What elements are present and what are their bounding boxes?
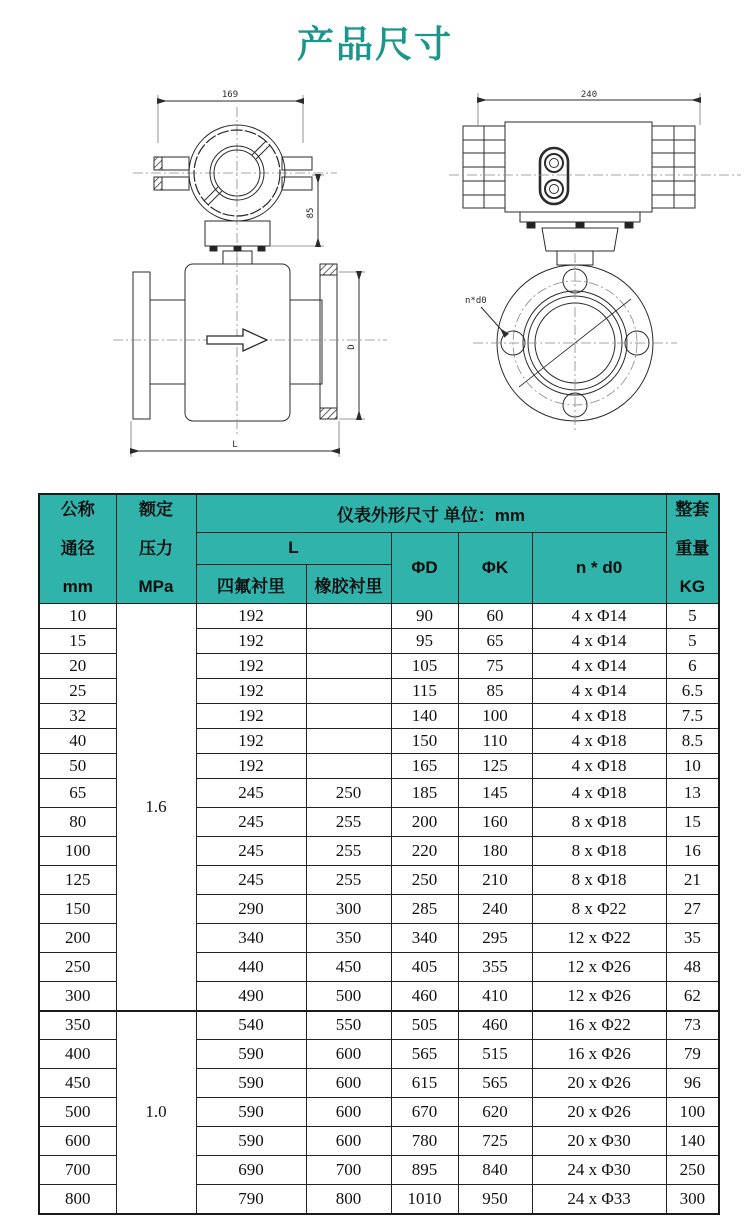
cell-l-ptfe: 192 <box>196 604 306 629</box>
cell-phi-d: 505 <box>391 1011 458 1040</box>
cell-phi-k: 160 <box>458 808 532 837</box>
cell-weight: 5 <box>666 604 719 629</box>
cell-weight: 5 <box>666 629 719 654</box>
cell-dn: 350 <box>39 1011 116 1040</box>
table-header <box>39 494 719 604</box>
cell-dn: 40 <box>39 729 116 754</box>
cell-dn: 100 <box>39 837 116 866</box>
cell-l-rubber <box>306 679 391 704</box>
cell-l-ptfe: 192 <box>196 679 306 704</box>
cell-weight: 35 <box>666 924 719 953</box>
cell-dn: 700 <box>39 1156 116 1185</box>
cell-n-d0: 4 x Φ14 <box>532 629 666 654</box>
cell-weight: 250 <box>666 1156 719 1185</box>
cell-n-d0: 4 x Φ18 <box>532 704 666 729</box>
cell-phi-d: 165 <box>391 754 458 779</box>
header-rubber-lining: 橡胶衬里 <box>306 565 391 604</box>
cell-phi-d: 105 <box>391 654 458 679</box>
cell-l-ptfe: 590 <box>196 1040 306 1069</box>
cell-phi-d: 780 <box>391 1127 458 1156</box>
cell-l-ptfe: 540 <box>196 1011 306 1040</box>
cell-phi-k: 65 <box>458 629 532 654</box>
cell-dn: 450 <box>39 1069 116 1098</box>
cell-dn: 125 <box>39 866 116 895</box>
cell-dn: 65 <box>39 779 116 808</box>
cell-l-ptfe: 590 <box>196 1069 306 1098</box>
cell-weight: 7.5 <box>666 704 719 729</box>
cell-l-rubber <box>306 729 391 754</box>
cell-l-rubber: 500 <box>306 982 391 1011</box>
flowmeter-side-view-drawing <box>445 85 745 480</box>
table-row <box>39 1011 719 1040</box>
header-L: L <box>196 532 391 565</box>
cell-dn: 200 <box>39 924 116 953</box>
cell-weight: 21 <box>666 866 719 895</box>
cell-n-d0: 20 x Φ30 <box>532 1127 666 1156</box>
cell-l-rubber: 350 <box>306 924 391 953</box>
dim-label-85: 85 <box>306 207 316 219</box>
cell-n-d0: 8 x Φ18 <box>532 837 666 866</box>
cell-l-ptfe: 192 <box>196 654 306 679</box>
cell-l-rubber <box>306 629 391 654</box>
bolt-holes-label: n*d0 <box>465 296 487 306</box>
cell-l-rubber: 700 <box>306 1156 391 1185</box>
cell-l-rubber: 255 <box>306 808 391 837</box>
cell-l-ptfe: 590 <box>196 1098 306 1127</box>
cell-n-d0: 12 x Φ26 <box>532 982 666 1011</box>
cell-l-rubber: 255 <box>306 866 391 895</box>
dimension-spec-table <box>38 493 720 1215</box>
cell-phi-k: 355 <box>458 953 532 982</box>
cell-l-ptfe: 590 <box>196 1127 306 1156</box>
cell-n-d0: 16 x Φ26 <box>532 1040 666 1069</box>
cell-phi-k: 410 <box>458 982 532 1011</box>
cell-l-ptfe: 690 <box>196 1156 306 1185</box>
cell-l-rubber: 600 <box>306 1040 391 1069</box>
cell-l-rubber: 550 <box>306 1011 391 1040</box>
header-ptfe-lining: 四氟衬里 <box>196 565 306 604</box>
header-overall-dimensions: 仪表外形尺寸 单位：mm <box>196 494 666 532</box>
cell-phi-d: 405 <box>391 953 458 982</box>
cell-weight: 300 <box>666 1185 719 1214</box>
cell-l-ptfe: 245 <box>196 837 306 866</box>
cell-l-ptfe: 290 <box>196 895 306 924</box>
cell-phi-d: 340 <box>391 924 458 953</box>
cell-phi-k: 565 <box>458 1069 532 1098</box>
dim-label-240: 240 <box>580 90 598 100</box>
cell-n-d0: 8 x Φ18 <box>532 808 666 837</box>
cell-l-ptfe: 192 <box>196 704 306 729</box>
cell-l-rubber: 600 <box>306 1127 391 1156</box>
cell-dn: 50 <box>39 754 116 779</box>
cell-phi-k: 295 <box>458 924 532 953</box>
cell-phi-d: 460 <box>391 982 458 1011</box>
cell-l-ptfe: 245 <box>196 866 306 895</box>
cell-weight: 62 <box>666 982 719 1011</box>
cell-phi-k: 180 <box>458 837 532 866</box>
cell-dn: 800 <box>39 1185 116 1214</box>
cell-weight: 6 <box>666 654 719 679</box>
cell-dn: 600 <box>39 1127 116 1156</box>
cell-phi-d: 140 <box>391 704 458 729</box>
cell-n-d0: 4 x Φ14 <box>532 604 666 629</box>
cell-dn: 15 <box>39 629 116 654</box>
cell-n-d0: 4 x Φ18 <box>532 754 666 779</box>
cell-phi-k: 125 <box>458 754 532 779</box>
cell-l-rubber <box>306 704 391 729</box>
cell-l-rubber <box>306 604 391 629</box>
cell-phi-d: 285 <box>391 895 458 924</box>
cell-l-rubber: 800 <box>306 1185 391 1214</box>
cell-l-rubber: 250 <box>306 779 391 808</box>
table-row <box>39 604 719 629</box>
cell-phi-d: 95 <box>391 629 458 654</box>
cell-phi-k: 515 <box>458 1040 532 1069</box>
dim-label-D: D <box>347 344 357 350</box>
flowmeter-front-view-drawing <box>95 85 405 480</box>
cell-phi-k: 85 <box>458 679 532 704</box>
cell-weight: 79 <box>666 1040 719 1069</box>
cell-l-rubber: 600 <box>306 1069 391 1098</box>
cell-phi-d: 150 <box>391 729 458 754</box>
cell-phi-d: 185 <box>391 779 458 808</box>
header-nominal-diameter: 公称 通径 mm <box>39 494 116 604</box>
cell-phi-k: 240 <box>458 895 532 924</box>
cell-phi-k: 840 <box>458 1156 532 1185</box>
cell-n-d0: 20 x Φ26 <box>532 1098 666 1127</box>
header-phi-k: ΦK <box>458 532 532 604</box>
cell-dn: 32 <box>39 704 116 729</box>
cell-n-d0: 20 x Φ26 <box>532 1069 666 1098</box>
cell-dn: 80 <box>39 808 116 837</box>
cell-n-d0: 4 x Φ14 <box>532 679 666 704</box>
header-phi-d: ΦD <box>391 532 458 604</box>
cell-l-ptfe: 490 <box>196 982 306 1011</box>
cell-weight: 13 <box>666 779 719 808</box>
cell-dn: 150 <box>39 895 116 924</box>
cell-weight: 96 <box>666 1069 719 1098</box>
cell-dn: 250 <box>39 953 116 982</box>
cell-phi-k: 60 <box>458 604 532 629</box>
cell-weight: 27 <box>666 895 719 924</box>
header-rated-pressure: 额定 压力 MPa <box>116 494 196 604</box>
cell-n-d0: 4 x Φ14 <box>532 654 666 679</box>
cell-n-d0: 12 x Φ26 <box>532 953 666 982</box>
cell-weight: 48 <box>666 953 719 982</box>
cell-l-ptfe: 245 <box>196 779 306 808</box>
cell-phi-d: 1010 <box>391 1185 458 1214</box>
cell-phi-d: 670 <box>391 1098 458 1127</box>
cell-phi-d: 565 <box>391 1040 458 1069</box>
cell-phi-k: 950 <box>458 1185 532 1214</box>
cell-n-d0: 8 x Φ18 <box>532 866 666 895</box>
cell-l-ptfe: 192 <box>196 629 306 654</box>
header-n-d0: n * d0 <box>532 532 666 604</box>
cell-l-rubber: 450 <box>306 953 391 982</box>
cell-n-d0: 8 x Φ22 <box>532 895 666 924</box>
cell-n-d0: 24 x Φ33 <box>532 1185 666 1214</box>
cell-phi-k: 75 <box>458 654 532 679</box>
cell-weight: 16 <box>666 837 719 866</box>
cell-phi-k: 725 <box>458 1127 532 1156</box>
cell-phi-k: 145 <box>458 779 532 808</box>
cell-l-rubber: 255 <box>306 837 391 866</box>
cell-l-ptfe: 790 <box>196 1185 306 1214</box>
cell-l-ptfe: 192 <box>196 729 306 754</box>
cell-l-rubber <box>306 654 391 679</box>
cell-dn: 20 <box>39 654 116 679</box>
cell-phi-k: 100 <box>458 704 532 729</box>
cell-l-ptfe: 440 <box>196 953 306 982</box>
cell-n-d0: 24 x Φ30 <box>532 1156 666 1185</box>
cell-n-d0: 4 x Φ18 <box>532 729 666 754</box>
cell-n-d0: 16 x Φ22 <box>532 1011 666 1040</box>
cell-l-rubber: 600 <box>306 1098 391 1127</box>
page-title: 产品尺寸 <box>297 24 453 65</box>
cell-pressure: 1.0 <box>116 1011 196 1214</box>
cell-dn: 500 <box>39 1098 116 1127</box>
cell-phi-d: 220 <box>391 837 458 866</box>
cell-weight: 15 <box>666 808 719 837</box>
cell-dn: 300 <box>39 982 116 1011</box>
cell-l-ptfe: 340 <box>196 924 306 953</box>
cell-dn: 10 <box>39 604 116 629</box>
cell-n-d0: 12 x Φ22 <box>532 924 666 953</box>
dim-label-169: 169 <box>221 90 239 100</box>
cell-l-ptfe: 192 <box>196 754 306 779</box>
cell-l-rubber <box>306 754 391 779</box>
cell-n-d0: 4 x Φ18 <box>532 779 666 808</box>
cell-weight: 8.5 <box>666 729 719 754</box>
cell-pressure: 1.6 <box>116 604 196 1011</box>
cell-phi-k: 460 <box>458 1011 532 1040</box>
cell-phi-k: 110 <box>458 729 532 754</box>
cell-phi-k: 210 <box>458 866 532 895</box>
cell-phi-d: 615 <box>391 1069 458 1098</box>
cell-weight: 140 <box>666 1127 719 1156</box>
cell-weight: 10 <box>666 754 719 779</box>
cell-phi-d: 250 <box>391 866 458 895</box>
table-body <box>39 604 719 1214</box>
cell-dn: 400 <box>39 1040 116 1069</box>
cell-phi-k: 620 <box>458 1098 532 1127</box>
cell-weight: 6.5 <box>666 679 719 704</box>
cell-phi-d: 895 <box>391 1156 458 1185</box>
cell-dn: 25 <box>39 679 116 704</box>
cell-phi-d: 115 <box>391 679 458 704</box>
cell-weight: 100 <box>666 1098 719 1127</box>
cell-phi-d: 200 <box>391 808 458 837</box>
cell-phi-d: 90 <box>391 604 458 629</box>
dim-label-L: L <box>232 440 238 450</box>
cell-l-ptfe: 245 <box>196 808 306 837</box>
header-total-weight: 整套 重量 KG <box>666 494 719 604</box>
cell-weight: 73 <box>666 1011 719 1040</box>
cell-l-rubber: 300 <box>306 895 391 924</box>
